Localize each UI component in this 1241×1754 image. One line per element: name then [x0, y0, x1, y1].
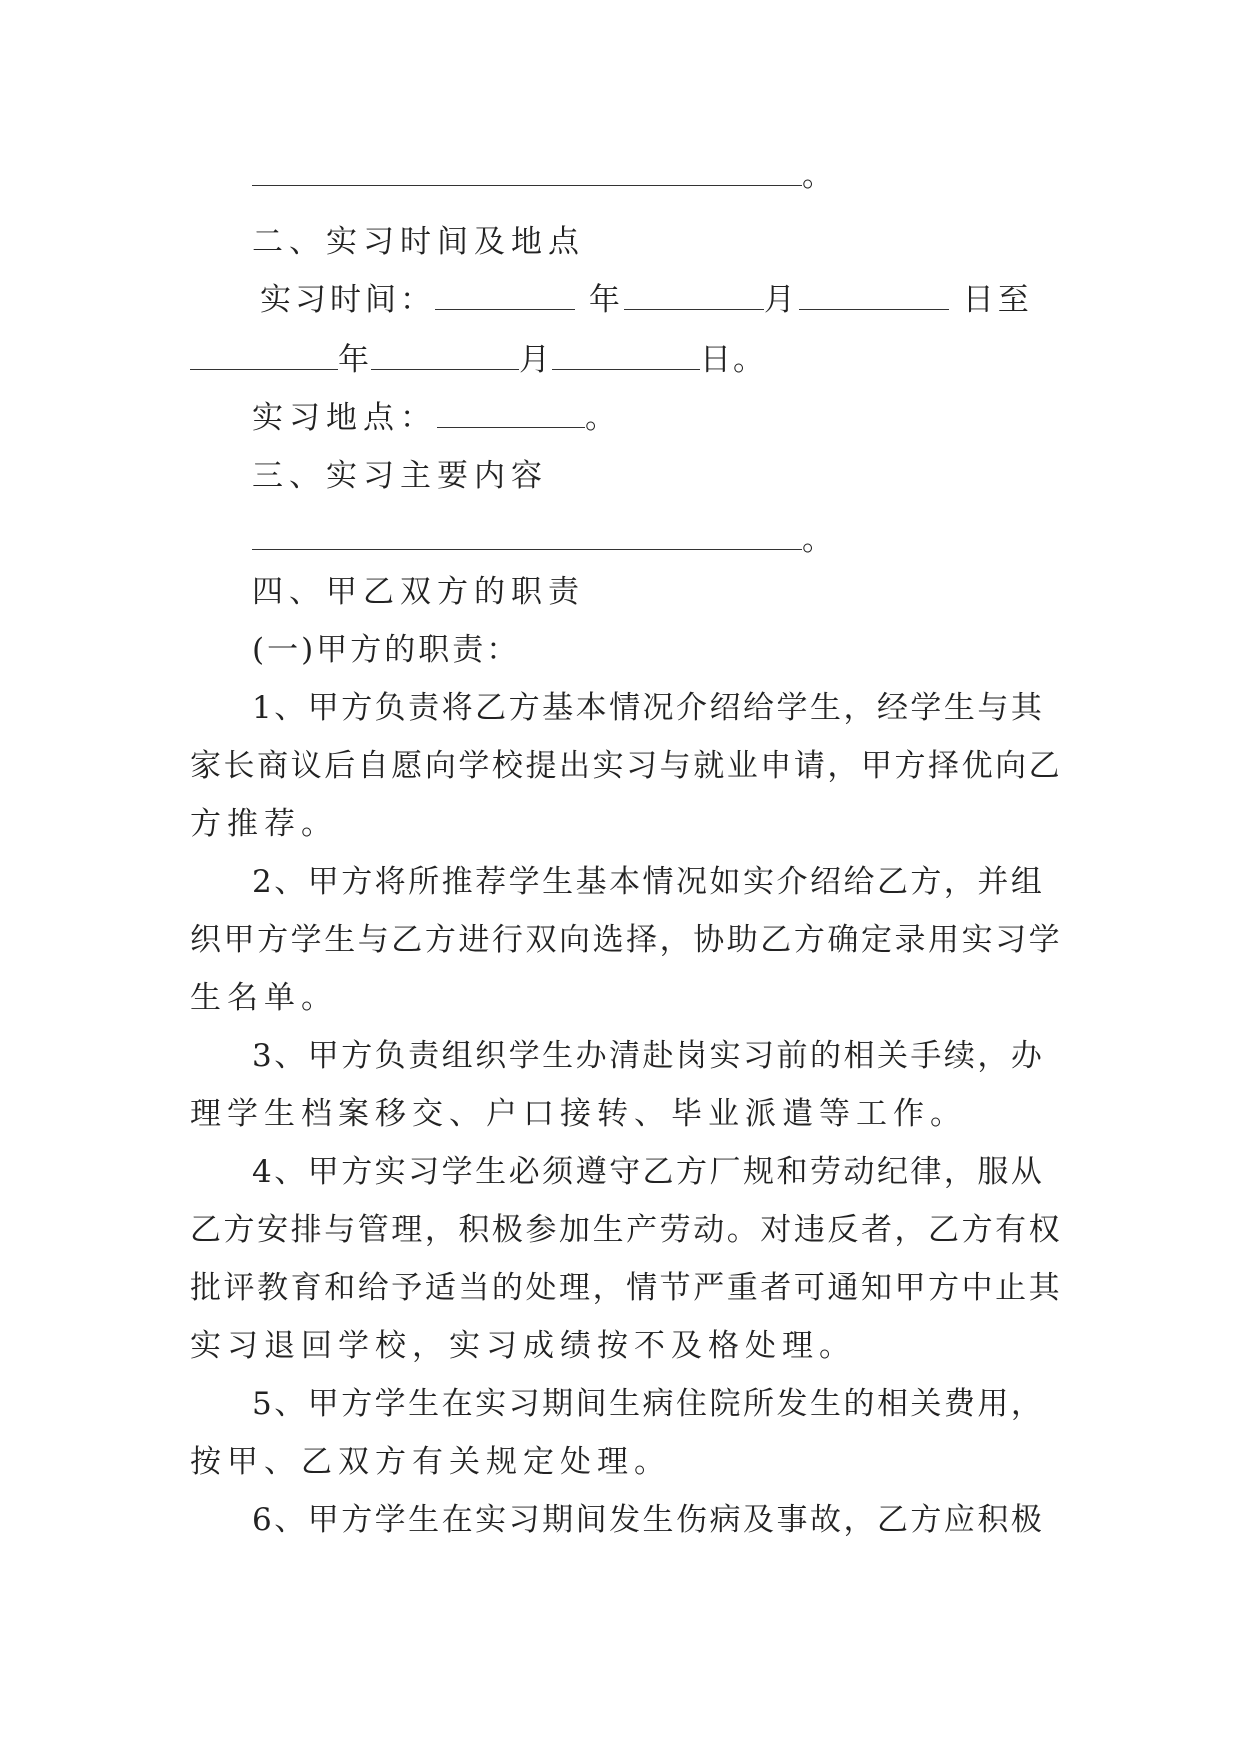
glyph: 方	[257, 922, 289, 958]
paragraph-6-line-1	[252, 1500, 1042, 1540]
glyph: 、	[274, 1154, 306, 1190]
glyph: 生	[408, 1386, 440, 1422]
glyph: 方	[341, 1154, 373, 1190]
glyph: 3	[252, 1038, 272, 1074]
glyph: 乙	[928, 1212, 960, 1248]
glyph: 方	[928, 1270, 960, 1306]
glyph: 并	[977, 864, 1009, 900]
glyph: 故	[809, 1502, 841, 1538]
glyph: 荐	[475, 864, 507, 900]
paragraph-4-line-4: 实习退回学校，实习成绩按不及格处理。	[190, 1328, 856, 1364]
glyph: 相	[843, 1038, 875, 1074]
glyph: 批	[190, 1270, 221, 1306]
glyph: 出	[559, 748, 591, 784]
glyph: 实	[961, 922, 993, 958]
glyph: 方	[341, 864, 373, 900]
glyph: 情	[642, 864, 674, 900]
section-4-title: 四、甲乙双方的职责	[252, 574, 585, 610]
glyph: 教	[257, 1270, 289, 1306]
glyph: 织	[190, 922, 221, 958]
glyph: 办	[575, 1038, 607, 1074]
glyph: 学	[374, 1502, 406, 1538]
glyph: 、	[274, 1502, 306, 1538]
glyph: 、	[274, 1386, 306, 1422]
glyph: 律	[910, 1154, 942, 1190]
glyph: 长	[223, 748, 255, 784]
glyph: 乙	[642, 1154, 674, 1190]
paragraph-1-line-1	[252, 688, 1042, 728]
glyph: 期	[542, 1502, 574, 1538]
glyph: 学	[508, 864, 540, 900]
glyph: ，	[943, 1154, 975, 1190]
glyph: 乙	[391, 922, 423, 958]
glyph: 规	[743, 1154, 774, 1190]
glyph: 。	[726, 1212, 758, 1248]
glyph: 加	[559, 1212, 591, 1248]
section-4-subtitle-1: (一)甲方的职责：	[252, 632, 521, 668]
glyph: 发	[609, 1502, 641, 1538]
glyph: 与	[977, 690, 1009, 726]
glyph: 将	[441, 690, 473, 726]
blank-field	[252, 161, 802, 186]
glyph: 方	[341, 1386, 373, 1422]
glyph: 行	[491, 922, 523, 958]
glyph: 生	[475, 1154, 507, 1190]
glyph: 产	[626, 1212, 658, 1248]
glyph: 积	[458, 1212, 490, 1248]
glyph: 乙	[760, 922, 792, 958]
glyph: 4	[252, 1154, 272, 1190]
glyph: 与	[659, 748, 691, 784]
glyph: 甲	[307, 1038, 339, 1074]
glyph: 发	[776, 1386, 808, 1422]
glyph: 重	[726, 1270, 758, 1306]
blank-line	[252, 156, 839, 196]
glyph: 遵	[575, 1154, 607, 1190]
glyph: 必	[508, 1154, 540, 1190]
glyph: 自	[357, 748, 389, 784]
glyph: 、	[274, 690, 306, 726]
glyph: 纪	[876, 1154, 908, 1190]
glyph: 组	[441, 1038, 473, 1074]
glyph: 习	[508, 1502, 540, 1538]
glyph: 甲	[307, 690, 339, 726]
glyph: 生	[542, 1038, 574, 1074]
glyph: 学	[441, 1154, 473, 1190]
glyph: 组	[1010, 864, 1042, 900]
glyph: 生	[609, 1386, 641, 1422]
internship-time-line-2	[190, 340, 766, 380]
glyph: 甲	[307, 864, 339, 900]
glyph: 习	[995, 922, 1027, 958]
glyph: 向	[559, 922, 591, 958]
glyph: 学	[776, 690, 808, 726]
glyph: 习	[626, 748, 658, 784]
glyph: 1	[252, 690, 272, 726]
glyph: 期	[542, 1386, 574, 1422]
paragraph-3-line-1	[252, 1036, 1042, 1076]
paragraph-2-line-2	[190, 920, 1060, 960]
paragraph-1-line-3: 方推荐。	[190, 806, 338, 842]
glyph: ，	[659, 922, 691, 958]
glyph: 负	[374, 1038, 406, 1074]
glyph: 者	[760, 1270, 792, 1306]
glyph: 乙	[876, 1502, 908, 1538]
glyph: 学	[1028, 922, 1060, 958]
glyph: 权	[1028, 1212, 1060, 1248]
glyph: 生	[592, 1212, 624, 1248]
glyph: 给	[843, 864, 875, 900]
glyph: 实	[709, 1038, 741, 1074]
glyph: 、	[274, 1038, 306, 1074]
glyph: 请	[793, 748, 825, 784]
glyph: 病	[709, 1502, 741, 1538]
glyph: 方	[424, 922, 456, 958]
glyph: 乙	[190, 1212, 221, 1248]
glyph: 乙	[1028, 748, 1060, 784]
glyph: 基	[542, 690, 574, 726]
glyph: 住	[676, 1386, 708, 1422]
glyph: 给	[357, 1270, 389, 1306]
glyph: 间	[575, 1502, 607, 1538]
glyph: 劳	[809, 1154, 841, 1190]
paragraph-3-line-2: 理学生档案移交、户口接转、毕业派遣等工作。	[190, 1096, 967, 1132]
glyph: 习	[743, 1038, 774, 1074]
blank-field	[799, 285, 949, 310]
glyph: 助	[726, 922, 758, 958]
glyph: 予	[391, 1270, 423, 1306]
glyph: 绍	[709, 690, 741, 726]
glyph: 极	[491, 1212, 523, 1248]
glyph: 向	[995, 748, 1027, 784]
glyph: 本	[575, 690, 607, 726]
glyph: 守	[609, 1154, 641, 1190]
glyph: 定	[860, 922, 892, 958]
glyph: 如	[709, 864, 741, 900]
glyph: 甲	[307, 1154, 339, 1190]
glyph: 知	[860, 1270, 892, 1306]
paragraph-2-line-3: 生名单。	[190, 980, 338, 1016]
glyph: 院	[709, 1386, 741, 1422]
glyph: 情	[626, 1270, 658, 1306]
glyph: 方	[341, 1502, 373, 1538]
glyph: 服	[977, 1154, 1009, 1190]
glyph: 实	[592, 748, 624, 784]
glyph: 和	[776, 1154, 808, 1190]
glyph: 申	[760, 748, 792, 784]
glyph: 协	[693, 922, 725, 958]
year-label: 年	[588, 282, 624, 318]
paragraph-5-line-1	[252, 1384, 1042, 1424]
glyph: 乙	[876, 864, 908, 900]
blank-field	[435, 285, 575, 310]
glyph: 在	[441, 1502, 473, 1538]
glyph: 学	[508, 1038, 540, 1074]
blank-field	[552, 345, 700, 370]
glyph: 者	[860, 1212, 892, 1248]
glyph: ，	[943, 864, 975, 900]
glyph: 方	[223, 1212, 255, 1248]
glyph: 与	[324, 1212, 356, 1248]
glyph: 生	[408, 1502, 440, 1538]
glyph: 极	[1010, 1502, 1042, 1538]
glyph: 生	[809, 690, 841, 726]
glyph: 间	[575, 1386, 607, 1422]
place-label: 实习地点：	[252, 400, 437, 436]
glyph: 育	[290, 1270, 322, 1306]
glyph: 其	[1028, 1270, 1060, 1306]
day-to-label: 日至	[962, 282, 1033, 318]
glyph: 其	[1010, 690, 1042, 726]
glyph: ，	[977, 1038, 1009, 1074]
glyph: 方	[341, 690, 373, 726]
paragraph-4-line-2	[190, 1210, 1060, 1250]
glyph: 所	[743, 1386, 774, 1422]
glyph: 生	[642, 1502, 674, 1538]
glyph: 况	[676, 864, 708, 900]
glyph: 将	[374, 864, 406, 900]
glyph: 所	[408, 864, 440, 900]
glyph: 用	[977, 1386, 1009, 1422]
glyph: 学	[458, 748, 490, 784]
glyph: 负	[374, 690, 406, 726]
time-label: 实习时间：	[260, 282, 435, 318]
glyph: 从	[1010, 1154, 1042, 1190]
glyph: 甲	[860, 748, 892, 784]
glyph: 排	[290, 1212, 322, 1248]
glyph: ，	[843, 690, 875, 726]
blank-field	[624, 285, 764, 310]
month-label: 月	[763, 282, 799, 318]
glyph: 续	[943, 1038, 975, 1074]
glyph: 实	[743, 864, 774, 900]
glyph: 生	[324, 922, 356, 958]
glyph: 对	[760, 1212, 792, 1248]
glyph: 在	[441, 1386, 473, 1422]
glyph: 向	[424, 748, 456, 784]
glyph: 情	[609, 690, 641, 726]
blank-line	[252, 520, 839, 560]
glyph: 反	[827, 1212, 859, 1248]
glyph: 相	[876, 1386, 908, 1422]
glyph: 给	[743, 690, 774, 726]
glyph: 实	[475, 1502, 507, 1538]
glyph: 严	[693, 1270, 725, 1306]
glyph: 习	[508, 1386, 540, 1422]
glyph: 有	[995, 1212, 1027, 1248]
glyph: 节	[659, 1270, 691, 1306]
period: 。	[802, 522, 839, 558]
glyph: 就	[693, 748, 725, 784]
section-2-title: 二、实习时间及地点	[252, 224, 585, 260]
glyph: 清	[609, 1038, 641, 1074]
glyph: 实	[374, 1154, 406, 1190]
glyph: 和	[324, 1270, 356, 1306]
glyph: 家	[190, 748, 221, 784]
glyph: 伤	[676, 1502, 708, 1538]
glyph: 办	[1010, 1038, 1042, 1074]
glyph: 处	[525, 1270, 557, 1306]
glyph: 适	[424, 1270, 456, 1306]
blank-field	[252, 525, 802, 550]
period: 。	[802, 158, 839, 194]
glyph: 生	[542, 864, 574, 900]
glyph: 习	[408, 1154, 440, 1190]
glyph: 当	[458, 1270, 490, 1306]
glyph: 基	[575, 864, 607, 900]
glyph: 择	[626, 922, 658, 958]
glyph: 手	[910, 1038, 942, 1074]
glyph: 经	[876, 690, 908, 726]
glyph: 岗	[676, 1038, 708, 1074]
glyph: 、	[274, 864, 306, 900]
glyph: 关	[910, 1386, 942, 1422]
glyph: 可	[793, 1270, 825, 1306]
glyph: 愿	[391, 748, 423, 784]
glyph: 应	[943, 1502, 975, 1538]
glyph: 的	[809, 1038, 841, 1074]
glyph: 理	[559, 1270, 591, 1306]
glyph: 须	[542, 1154, 574, 1190]
glyph: 及	[743, 1502, 774, 1538]
glyph: 理	[391, 1212, 423, 1248]
glyph: 违	[793, 1212, 825, 1248]
glyph: 责	[408, 1038, 440, 1074]
glyph: 甲	[223, 922, 255, 958]
glyph: 方	[676, 1154, 708, 1190]
glyph: 后	[324, 748, 356, 784]
glyph: 中	[961, 1270, 993, 1306]
glyph: 的	[491, 1270, 523, 1306]
paragraph-4-line-3	[190, 1268, 1060, 1308]
blank-field	[371, 345, 519, 370]
glyph: 方	[961, 1212, 993, 1248]
glyph: 6	[252, 1502, 272, 1538]
glyph: 业	[726, 748, 758, 784]
glyph: 乙	[475, 690, 507, 726]
glyph: 学	[910, 690, 942, 726]
glyph: 病	[642, 1386, 674, 1422]
glyph: 方	[508, 690, 540, 726]
glyph: 动	[843, 1154, 875, 1190]
glyph: 录	[894, 922, 926, 958]
glyph: 优	[961, 748, 993, 784]
paragraph-4-line-1	[252, 1152, 1042, 1192]
section-3-title: 三、实习主要内容	[252, 458, 548, 494]
glyph: ，	[827, 748, 859, 784]
glyph: 2	[252, 864, 272, 900]
glyph: ，	[592, 1270, 624, 1306]
glyph: 况	[642, 690, 674, 726]
glyph: 通	[827, 1270, 859, 1306]
glyph: 生	[809, 1386, 841, 1422]
glyph: 进	[458, 922, 490, 958]
glyph: 方	[910, 1502, 942, 1538]
glyph: 责	[408, 690, 440, 726]
month-label: 月	[519, 342, 552, 378]
glyph: 推	[441, 864, 473, 900]
glyph: 5	[252, 1386, 272, 1422]
glyph: 甲	[307, 1386, 339, 1422]
glyph: 织	[475, 1038, 507, 1074]
glyph: 的	[843, 1386, 875, 1422]
glyph: 费	[943, 1386, 975, 1422]
glyph: 参	[525, 1212, 557, 1248]
glyph: ，	[843, 1502, 875, 1538]
year-label: 年	[338, 342, 371, 378]
glyph: 校	[491, 748, 523, 784]
paragraph-2-line-1	[252, 862, 1042, 902]
glyph: 甲	[307, 1502, 339, 1538]
glyph: 学	[374, 1386, 406, 1422]
glyph: 方	[793, 922, 825, 958]
paragraph-5-line-2: 按甲、乙双方有关规定处理。	[190, 1444, 671, 1480]
glyph: 事	[776, 1502, 808, 1538]
glyph: ，	[424, 1212, 456, 1248]
paragraph-1-line-2	[190, 746, 1060, 786]
glyph: 实	[475, 1386, 507, 1422]
glyph: 甲	[894, 1270, 926, 1306]
glyph: 提	[525, 748, 557, 784]
glyph: 介	[776, 864, 808, 900]
glyph: 与	[357, 922, 389, 958]
glyph: 评	[223, 1270, 255, 1306]
glyph: 赴	[642, 1038, 674, 1074]
glyph: ，	[894, 1212, 926, 1248]
glyph: 关	[876, 1038, 908, 1074]
glyph: 双	[525, 922, 557, 958]
glyph: 劳	[659, 1212, 691, 1248]
glyph: 动	[693, 1212, 725, 1248]
glyph: 方	[894, 748, 926, 784]
internship-place-line	[252, 398, 622, 438]
blank-field	[437, 403, 585, 428]
glyph: ，	[1010, 1386, 1042, 1422]
glyph: 安	[257, 1212, 289, 1248]
period: 。	[585, 400, 622, 436]
glyph: 用	[928, 922, 960, 958]
glyph: 绍	[809, 864, 841, 900]
glyph: 确	[827, 922, 859, 958]
glyph: 议	[290, 748, 322, 784]
blank-field	[190, 345, 338, 370]
glyph: 介	[676, 690, 708, 726]
glyph: 商	[257, 748, 289, 784]
glyph: 方	[341, 1038, 373, 1074]
glyph: 积	[977, 1502, 1009, 1538]
day-label: 日。	[700, 342, 766, 378]
glyph: 前	[776, 1038, 808, 1074]
glyph: 止	[995, 1270, 1027, 1306]
glyph: 本	[609, 864, 641, 900]
glyph: 方	[910, 864, 942, 900]
glyph: 管	[357, 1212, 389, 1248]
glyph: 生	[943, 690, 975, 726]
internship-time-line	[260, 280, 1033, 320]
glyph: 学	[290, 922, 322, 958]
glyph: 选	[592, 922, 624, 958]
glyph: 择	[928, 748, 960, 784]
glyph: 厂	[709, 1154, 741, 1190]
